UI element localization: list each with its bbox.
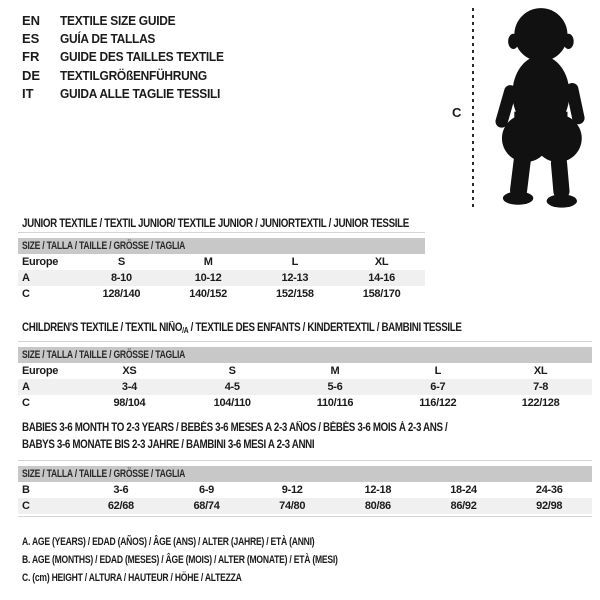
table-rows (18, 482, 592, 514)
table-row (18, 395, 592, 411)
section-title-text (22, 320, 462, 339)
size-value: 80/86 (364, 500, 391, 512)
row-label: A (22, 381, 30, 393)
table-row (18, 498, 592, 514)
language-code: IT (22, 86, 34, 102)
language-code: EN (22, 12, 41, 28)
row-label: Europe (22, 365, 59, 377)
size-value: 14-16 (368, 272, 395, 284)
language-label: TEXTILE SIZE GUIDE (60, 12, 176, 28)
size-value: 3-6 (113, 484, 129, 496)
size-value: 110/116 (316, 397, 354, 409)
section-title-children (22, 320, 539, 339)
size-value: 9-12 (281, 484, 303, 496)
section-title-text: JUNIOR TEXTILE / TEXTIL JUNIOR/ TEXTILE JUNIOR / JUNIORTEXTIL / JUNIOR TESSILE (22, 218, 409, 230)
size-header-text: SIZE / TALLA / TAILLE / GRÖSSE / TAGLIA (22, 240, 186, 252)
size-header-text: SIZE / TALLA / TAILLE / GRÖSSE / TAGLIA (22, 349, 186, 361)
title-post: / TEXTILE DES ENFANTS / KINDERTEXTIL / BAMBINI TESSILE (188, 322, 462, 334)
title-subscript: /A (182, 326, 189, 335)
size-value: 8-10 (110, 272, 132, 284)
size-value: 128/140 (102, 288, 141, 300)
table-top-rule (18, 460, 592, 461)
size-table-children (18, 341, 592, 411)
table-bottom-rule (18, 516, 592, 517)
row-label: Europe (22, 256, 59, 268)
language-label: GUIDA ALLE TAGLIE TESSILI (60, 86, 221, 102)
table-rows (18, 363, 592, 411)
size-value: M (203, 256, 213, 268)
language-code: ES (22, 31, 40, 47)
legend-notes (22, 533, 427, 587)
language-label: GUIDE DES TAILLES TEXTILE (60, 49, 224, 65)
size-value: 12-13 (281, 272, 309, 284)
size-value: 7-8 (533, 381, 549, 393)
size-value: 140/152 (189, 288, 227, 300)
table-top-rule (18, 232, 425, 233)
table-size-header (18, 466, 592, 482)
baby-silhouette (482, 3, 596, 209)
size-value: 6-9 (199, 484, 214, 496)
size-header-text: SIZE / TALLA / TAILLE / GRÖSSE / TAGLIA (22, 468, 186, 480)
size-value: 62/68 (107, 500, 134, 512)
size-table-junior (18, 232, 425, 302)
size-value: 152/158 (276, 288, 314, 300)
language-label: GUÍA DE TALLAS (60, 31, 156, 47)
table-row (18, 379, 592, 395)
section-title-line1: BABIES 3-6 MONTH TO 2-3 YEARS / BEBÉS 3-6 MESES A 2-3 AÑOS / BÉBÉS 3-6 MOIS À 2-3 ANS / (22, 422, 448, 434)
size-value: 4-5 (224, 381, 240, 393)
size-value: 122/128 (521, 397, 560, 409)
size-table-babies (18, 460, 592, 517)
table-rows (18, 254, 425, 302)
language-row-es (22, 29, 238, 47)
size-value: 12-18 (364, 484, 392, 496)
size-value: 10-12 (194, 272, 222, 284)
row-label: C (22, 500, 30, 512)
note-text: C. (cm) HEIGHT / ALTURA / HAUTEUR / HÖHE / ALTEZZA (22, 572, 242, 584)
size-value: L (434, 365, 441, 377)
size-value: M (330, 365, 340, 377)
section-title-babies (22, 420, 523, 454)
note-age-years (22, 533, 427, 551)
size-value: 18-24 (450, 484, 477, 496)
size-value: 92/98 (536, 500, 563, 512)
table-row (18, 482, 592, 498)
language-row-it (22, 85, 238, 103)
note-text: B. AGE (MONTHS) / EDAD (MESES) / ÂGE (MOIS) / ALTER (MONATE) / ETÀ (MESI) (22, 554, 338, 566)
table-size-header (18, 347, 592, 363)
title-pre: CHILDREN'S TEXTILE / TEXTIL NIÑO (22, 322, 183, 334)
row-label: B (22, 484, 30, 496)
size-value: 116/122 (419, 397, 457, 409)
size-value: 74/80 (279, 500, 306, 512)
table-row (18, 286, 425, 302)
section-title-junior (22, 216, 477, 233)
note-height-cm (22, 569, 427, 587)
table-row (18, 270, 425, 286)
note-text: A. AGE (YEARS) / EDAD (AÑOS) / ÂGE (ANS) / ALTER (JAHRE) / ETÀ (ANNI) (22, 536, 315, 548)
height-measure-dotted-line (472, 8, 474, 207)
size-value: XS (122, 365, 137, 377)
size-value: XL (374, 256, 389, 268)
language-label: TEXTILGRÖßENFÜHRUNG (60, 67, 207, 83)
size-value: 86/92 (450, 500, 477, 512)
table-row (18, 254, 425, 270)
note-age-months (22, 551, 427, 569)
table-row (18, 363, 592, 379)
size-value: 6-7 (430, 381, 446, 393)
language-code: FR (22, 49, 40, 65)
language-code: DE (22, 67, 41, 83)
language-list (22, 11, 238, 103)
row-label: C (22, 288, 30, 300)
height-marker-label: C (452, 105, 462, 120)
size-value: 24-36 (535, 484, 563, 496)
language-row-de (22, 66, 238, 84)
size-value: S (117, 256, 125, 268)
table-size-header (18, 238, 425, 254)
table-top-rule (18, 341, 592, 342)
row-label: C (22, 397, 30, 409)
size-value: 5-6 (327, 381, 343, 393)
size-value: 3-4 (121, 381, 137, 393)
language-row-en (22, 11, 238, 29)
size-value: L (291, 256, 299, 268)
row-label: A (22, 272, 30, 284)
size-value: XL (533, 365, 548, 377)
language-row-fr (22, 48, 238, 66)
section-title-line2: BABYS 3-6 MONATE BIS 2-3 JAHRE / BAMBINI 3-6 MESI A 2-3 ANNI (22, 439, 315, 451)
size-value: S (228, 365, 236, 377)
size-value: 104/110 (213, 397, 251, 409)
size-value: 68/74 (193, 500, 220, 512)
size-value: 98/104 (113, 397, 146, 409)
size-value: 158/170 (362, 288, 401, 300)
